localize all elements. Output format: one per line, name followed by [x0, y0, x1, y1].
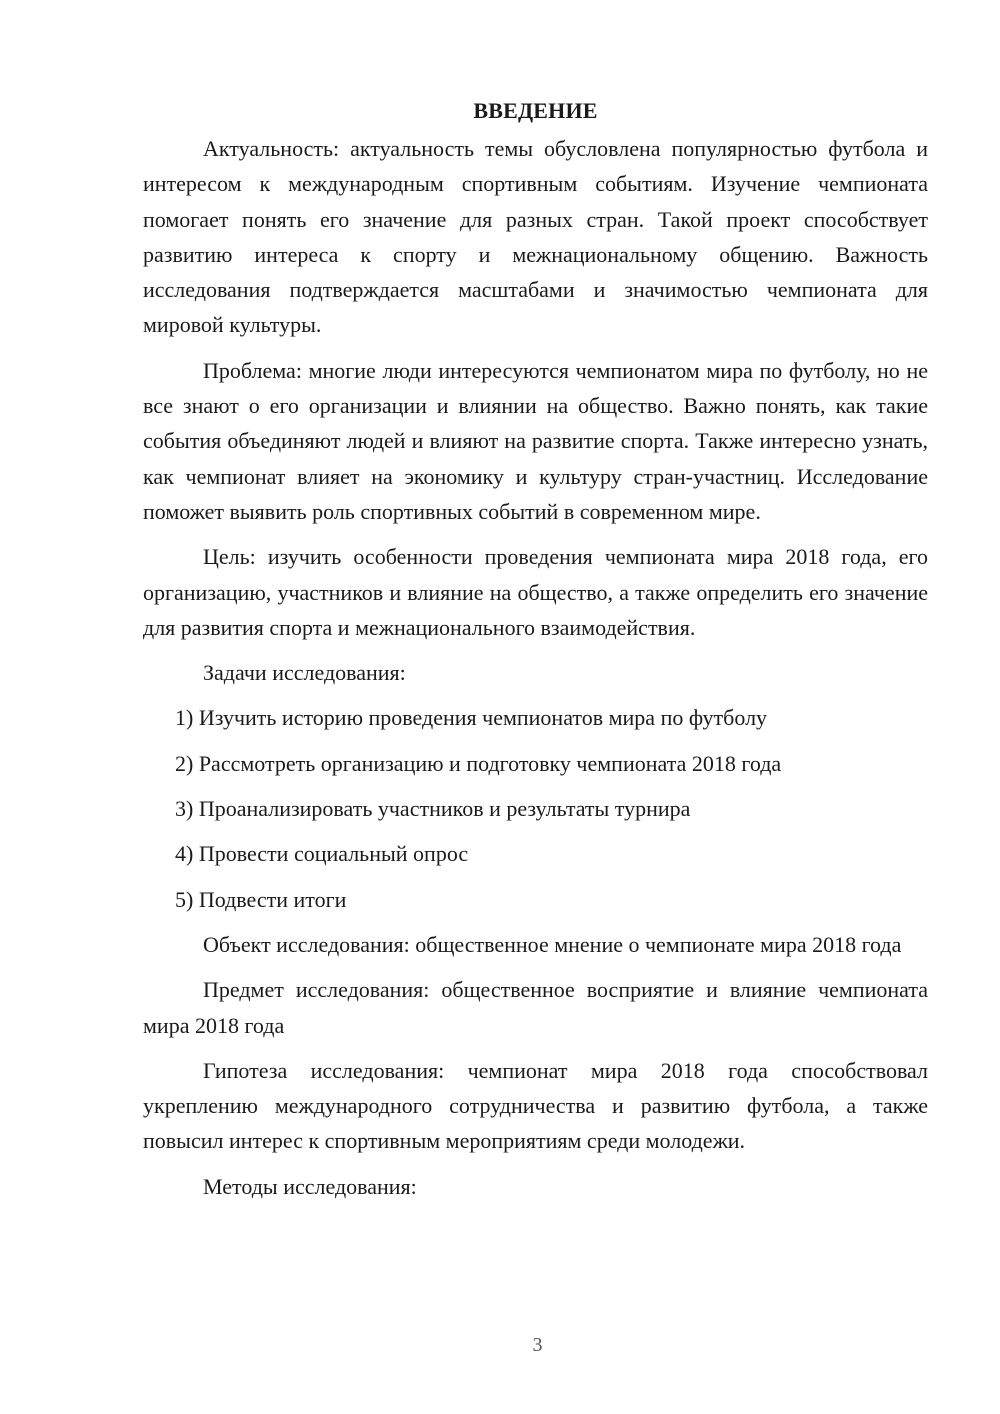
tasks-list	[143, 700, 928, 916]
list-item: 1) Изучить историю проведения чемпионатов мира по футболу	[175, 705, 768, 731]
page-title: ВВЕДЕНИЕ	[473, 98, 598, 123]
list-item: 5) Подвести итоги	[175, 886, 347, 912]
list-item: 2) Рассмотреть организацию и подготовку чемпионата 2018 года	[175, 750, 782, 776]
list-item: 3) Проанализировать участников и результаты турнира	[175, 796, 691, 822]
problem-paragraph: Проблема: многие люди интересуются чемпионатом мира по футболу, но не все знают о его организации и влиянии на общество. Важно понять, как такие события объединяют людей и влияют на развитие спорта. Также интересно узнать, как чемпионат влияет на экономику и культуру стран-участниц. Исследование поможет выявить роль спортивных событий в современном мире.	[143, 357, 928, 524]
methods-heading: Методы исследования:	[203, 1173, 417, 1199]
page-number: 3	[532, 1334, 543, 1356]
goal-paragraph: Цель: изучить особенности проведения чемпионата мира 2018 года, его организацию, участников и влияние на общество, а также определить его значение для развития спорта и межнационального взаимодействия.	[143, 544, 928, 640]
subject-paragraph: Предмет исследования: общественное восприятие и влияние чемпионата мира 2018 года	[143, 977, 928, 1038]
tasks-heading: Задачи исследования:	[203, 660, 406, 686]
list-item: 4) Провести социальный опрос	[175, 841, 469, 867]
object-paragraph: Объект исследования: общественное мнение о чемпионате мира 2018 года	[203, 931, 902, 957]
document-page	[143, 94, 928, 1204]
relevance-paragraph: Актуальность: актуальность темы обусловлена популярностью футбола и интересом к международным спортивным событиям. Изучение чемпионата помогает понять его значение для разных стран. Такой проект способствует развитию интереса к спорту и межнациональному общению. Важность исследования подтверждается масштабами и значимостью чемпионата для мировой культуры.	[143, 136, 928, 338]
hypothesis-paragraph: Гипотеза исследования: чемпионат мира 2018 года способствовал укреплению международного сотрудничества и развитию футбола, а также повысил интерес к спортивным мероприятиям среди молодежи.	[143, 1057, 928, 1154]
